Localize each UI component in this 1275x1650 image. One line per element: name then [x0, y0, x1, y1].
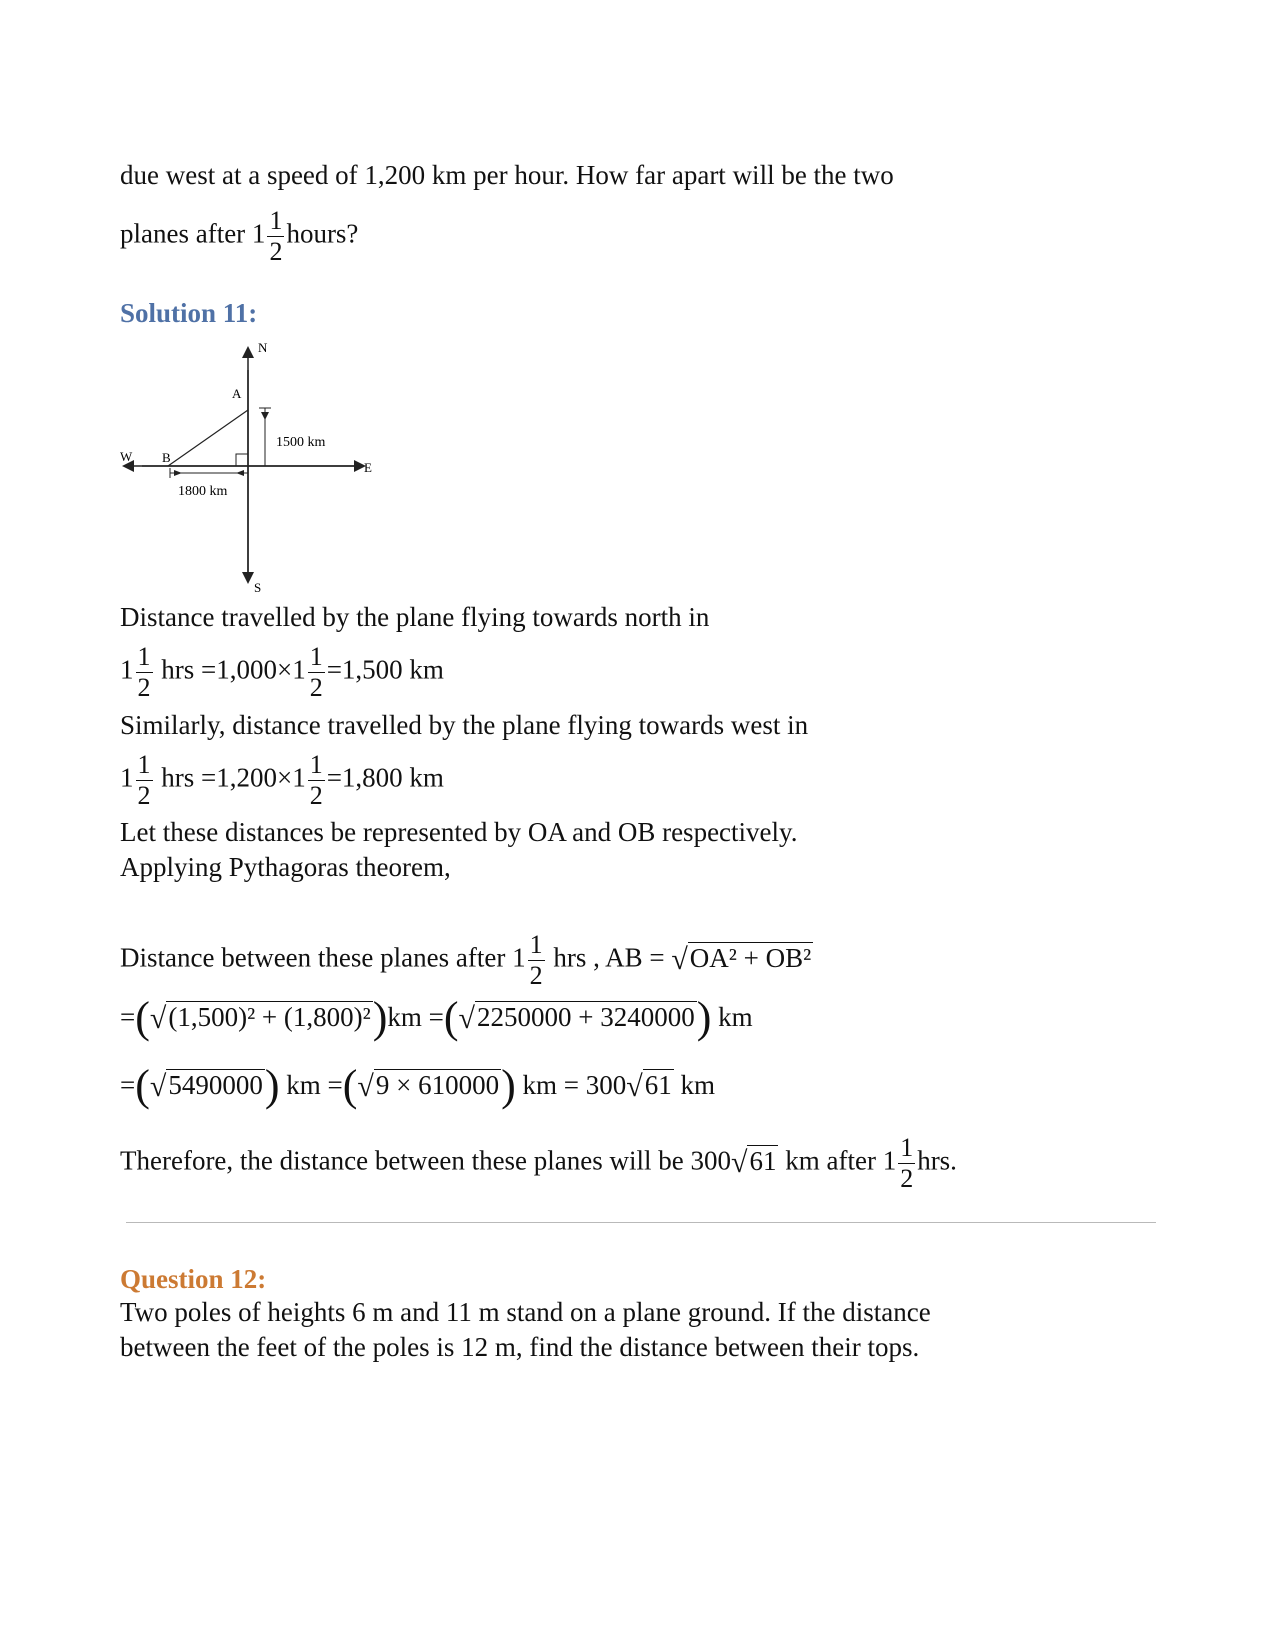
question-text-line1: due west at a speed of 1,200 km per hour. How far apart will be the two — [120, 160, 894, 190]
fraction-numerator: 1 — [269, 206, 283, 235]
fraction-one-half: $\frac{1}{2}$ — [137, 750, 151, 810]
solution-heading: Solution 11: — [120, 298, 258, 328]
formula-pre: Distance between these planes after 1 — [120, 942, 526, 973]
eq1-mid: hrs =1,000×1 — [161, 654, 306, 685]
step2-km3: km — [680, 1070, 715, 1100]
conclusion — [120, 1135, 957, 1192]
step2-radicand2: 9 × 610000 — [375, 1070, 500, 1100]
solution-text-line2: Similarly, distance travelled by the plane flying towards west in — [120, 710, 809, 740]
solution-text-line4: Applying Pythagoras theorem, — [120, 852, 451, 882]
conclusion-mid: km after 1 — [785, 1145, 897, 1176]
question-line2-pre: planes after 1 — [120, 218, 266, 249]
step1-eq: = — [120, 1002, 136, 1032]
step2-eq: = — [120, 1070, 136, 1100]
label-n: N — [258, 340, 268, 355]
step1-km1: km = — [387, 1002, 444, 1032]
compass-diagram — [120, 340, 380, 600]
label-b: B — [162, 450, 171, 465]
distance-formula — [120, 932, 813, 989]
question-line2-post: hours? — [286, 218, 359, 249]
conclusion-radicand: 61 — [749, 1145, 777, 1176]
calculation-step1: =(√(1,500)² + (1,800)²)km =(√2250000 + 3240000) km — [120, 993, 753, 1042]
square-root: √9 × 610000 — [357, 1070, 500, 1103]
eq2-whole: 1 — [120, 762, 134, 793]
eq1-tail: =1,500 km — [326, 654, 444, 685]
eq2-mid: hrs =1,200×1 — [161, 762, 306, 793]
fraction-one-half: $\frac{1}{2}$ — [529, 930, 543, 990]
square-root: √5490000 — [149, 1070, 263, 1103]
step2-radicand3: 61 — [644, 1070, 672, 1100]
step2-km1: km = — [286, 1070, 343, 1100]
square-root: √OA² + OB² — [671, 942, 812, 976]
square-root: √61 — [626, 1070, 672, 1103]
step2-radicand: 5490000 — [168, 1070, 263, 1100]
right-angle-marker — [236, 454, 248, 466]
label-w: W — [120, 449, 133, 464]
label-s: S — [254, 580, 262, 595]
step1-radicand: (1,500)² + (1,800)² — [168, 1002, 371, 1032]
eq1-whole: 1 — [120, 654, 134, 685]
step1-km2: km — [718, 1002, 753, 1032]
question-text-line2 — [120, 208, 358, 265]
solution-text-line3: Let these distances be represented by OA and OB respectively. — [120, 817, 798, 847]
conclusion-post: hrs. — [917, 1145, 957, 1176]
label-e: E — [364, 460, 372, 475]
question-12-heading: Question 12: — [120, 1264, 267, 1294]
conclusion-pre: Therefore, the distance between these planes will be 300 — [120, 1145, 732, 1176]
calculation-step2: =(√5490000) km =(√9 × 610000) km = 300√61 km — [120, 1061, 715, 1110]
question-12-line1: Two poles of heights 6 m and 11 m stand on a plane ground. If the distance — [120, 1297, 931, 1327]
formula-post: hrs , AB = — [553, 942, 665, 973]
fraction-one-half — [267, 208, 284, 265]
step2-km2: km = 300 — [522, 1070, 627, 1100]
label-north-distance: 1500 km — [276, 435, 326, 450]
square-root: √61 — [731, 1145, 777, 1179]
question-12-line2: between the feet of the poles is 12 m, find the distance between their tops. — [120, 1332, 920, 1362]
equation-north — [120, 644, 444, 701]
square-root: √2250000 + 3240000 — [458, 1002, 695, 1035]
label-a: A — [232, 386, 242, 401]
section-divider — [126, 1222, 1156, 1223]
equation-west — [120, 752, 444, 809]
label-west-distance: 1800 km — [178, 484, 228, 499]
fraction-denominator: 2 — [269, 237, 283, 266]
fraction-one-half: $\frac{1}{2}$ — [309, 642, 323, 702]
solution-text-line1: Distance travelled by the plane flying towards north in — [120, 602, 710, 632]
square-root: √(1,500)² + (1,800)² — [149, 1002, 371, 1035]
fraction-one-half: $\frac{1}{2}$ — [309, 750, 323, 810]
fraction-one-half: $\frac{1}{2}$ — [900, 1133, 914, 1193]
formula-radicand: OA² + OB² — [689, 942, 812, 973]
step1-radicand2: 2250000 + 3240000 — [477, 1002, 695, 1032]
fraction-one-half: $\frac{1}{2}$ — [137, 642, 151, 702]
eq2-tail: =1,800 km — [326, 762, 444, 793]
